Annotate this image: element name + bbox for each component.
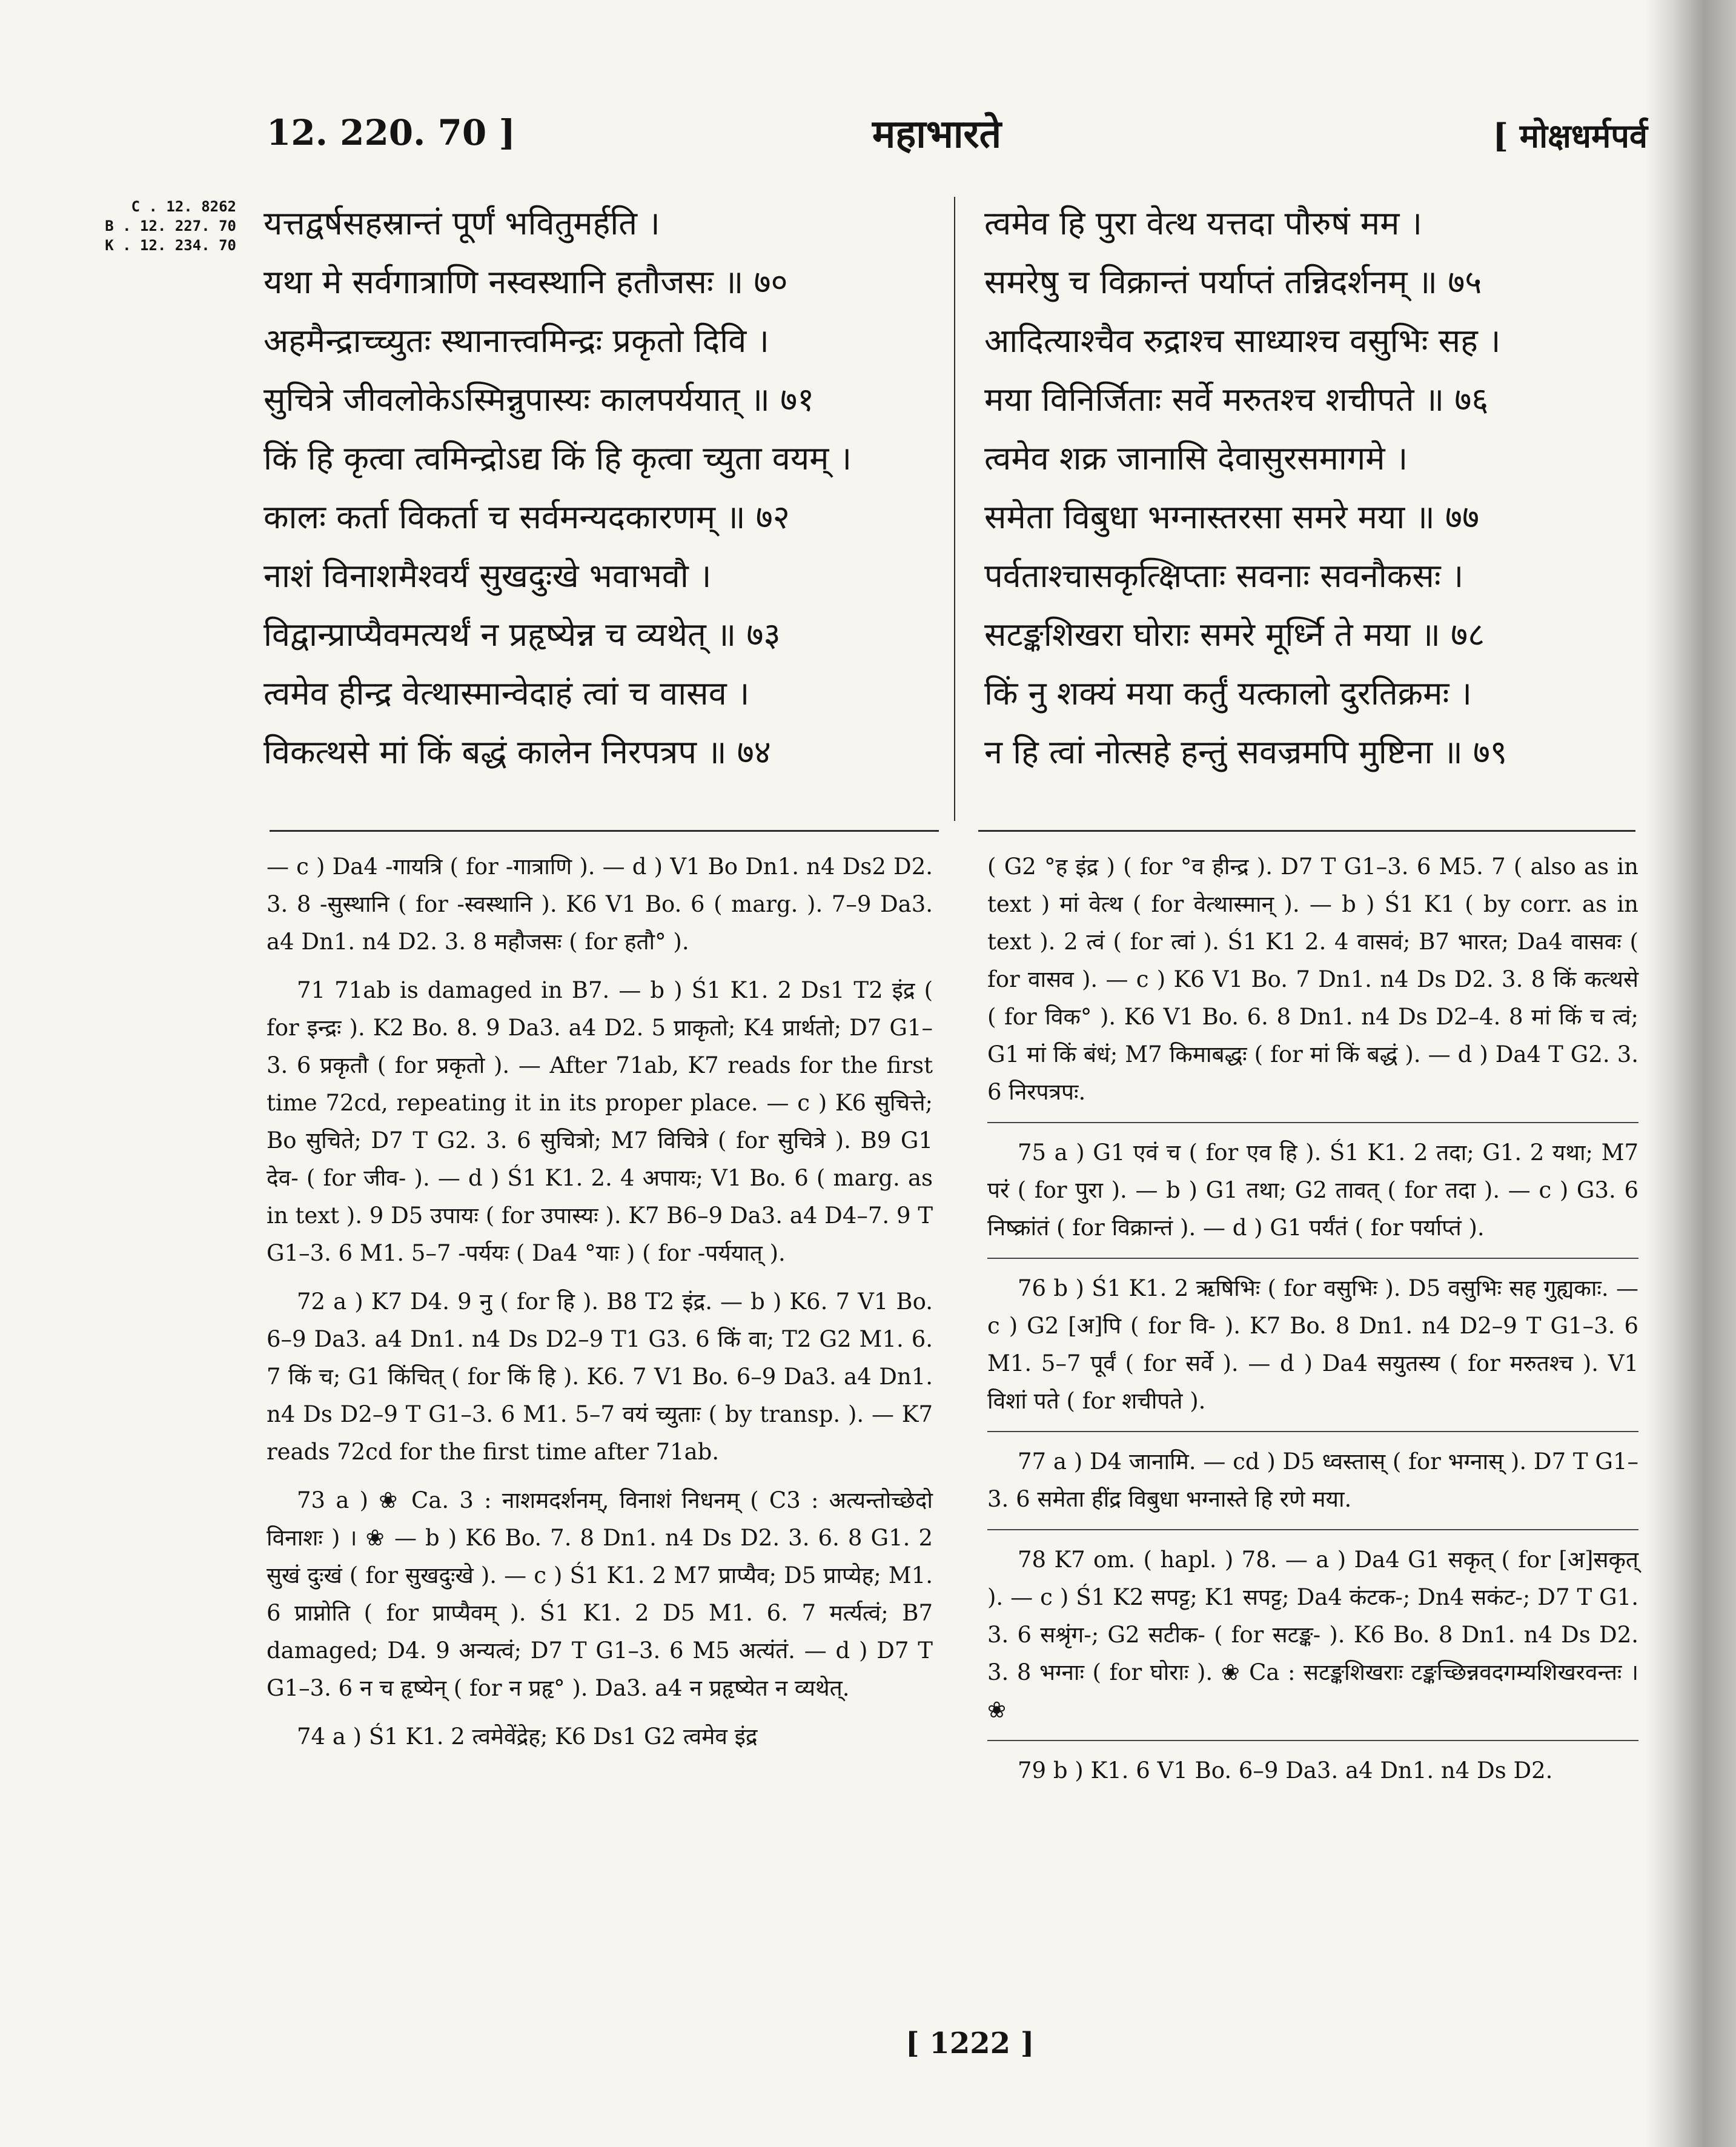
verse-column-right (984, 194, 1651, 781)
notes-column-left (267, 848, 933, 1767)
page-number: [ 1222 ] (906, 2026, 1035, 2060)
verse-line: मया विनिर्जिताः सर्वे मरुतश्च शचीपते ॥ ७६ (984, 380, 1489, 419)
critical-note: 77 a ) D4 जानामि. — cd ) D5 ध्वस्तास् ( for भग्नास् ). D7 T G1–3. 6 समेता हींद्र विबुधा भग्नास्ते हि रणे मया. (987, 1448, 1638, 1512)
verse-line: आदित्याश्चैव रुद्राश्च साध्याश्च वसुभिः सह । (984, 322, 1501, 360)
note-separator (987, 1258, 1638, 1259)
critical-note: — c ) Da4 -गायत्रि ( for -गात्राणि ). — d ) V1 Bo Dn1. n4 Ds2 D2. 3. 8 -सुस्थानि ( for -स्वस्थानि ). K6 V1 Bo. 6 ( marg. ). 7–9 Da3. a4 Dn1. n4 D2. 3. 8 महौजसः ( for हतौ° ). (267, 854, 933, 955)
verse-line: समेता विबुधा भग्नास्तरसा समरे मया ॥ ७७ (984, 498, 1480, 536)
verse-line: सटङ्कशिखरा घोराः समरे मूर्ध्नि ते मया ॥ ७८ (984, 616, 1485, 654)
verse-notes-rule-left (270, 830, 939, 832)
verse-line: किं नु शक्यं मया कर्तुं यत्कालो दुरतिक्रमः । (984, 674, 1472, 712)
critical-note: 71 71ab is damaged in B7. — b ) Ś1 K1. 2 Ds1 T2 इंद्र ( for इन्द्रः ). K2 Bo. 8. 9 Da3. a4 D2. 5 प्राकृतो; K4 प्रार्थतो; D7 G1–3. 6 प्रकृतौ ( for प्रकृतो ). — After 71ab, K7 reads for the first time 72cd, repeating it in its proper place. — c ) K6 सुचित्ते; Bo सुचिते; D7 T G2. 3. 6 सुचित्रो; M7 विचित्रे ( for सुचित्रे ). B9 G1 देव- ( for जीव- ). — d ) Ś1 K1. 2. 4 अपायः; V1 Bo. 6 ( marg. as in text ). 9 D5 उपायः ( for उपास्यः ). K7 B6–9 Da3. a4 D4–7. 9 T G1–3. 6 M1. 5–7 -पर्ययः ( Da4 °याः ) ( for -पर्ययात् ). (267, 977, 933, 1266)
critical-note: 75 a ) G1 एवं च ( for एव हि ). Ś1 K1. 2 तदा; G1. 2 यथा; M7 परं ( for पुरा ). — b ) G1 तथा; G2 तावत् ( for तदा ). — c ) G3. 6 निष्क्रांतं ( for विक्रान्तं ). — d ) G1 पर्यंतं ( for पर्याप्तं ). (987, 1140, 1638, 1241)
verse-line: किं हि कृत्वा त्वमिन्द्रोऽद्य किं हि कृत्वा च्युता वयम् । (263, 439, 852, 477)
page-edge-shadow (1645, 0, 1736, 2147)
verse-notes-rule-right (978, 830, 1635, 832)
concordance-b: B . 12. 227. 70 (105, 217, 236, 234)
concordance-c: C . 12. 8262 (131, 198, 236, 215)
verse-line: यथा मे सर्वगात्राणि नस्वस्थानि हतौजसः ॥ ७० (263, 263, 788, 301)
verse-line: त्वमेव हीन्द्र वेत्थास्मान्वेदाहं त्वां च वासव । (263, 674, 750, 712)
verse-line: नाशं विनाशमैश्वर्यं सुखदुःखे भवाभवौ । (263, 557, 712, 595)
verse-line: न हि त्वां नोत्सहे हन्तुं सवज्रमपि मुष्टिना ॥ ७९ (984, 733, 1508, 771)
note-separator (987, 1740, 1638, 1741)
verse-line: त्वमेव शक्र जानासि देवासुरसमागमे । (984, 439, 1408, 477)
note-separator (987, 1122, 1638, 1123)
critical-note: 78 K7 om. ( hapl. ) 78. — a ) Da4 G1 सकृत् ( for [अ]सकृत् ). — c ) Ś1 K2 सपट्ट; K1 सपट्ट; Da4 कंटक-; Dn4 सकंट-; D7 T G1. 3. 6 सश्रृंग-; G2 सटीक- ( for सटङ्क- ). K6 Bo. 8 Dn1. n4 Ds D2. 3. 8 भग्नाः ( for घोराः ). ❀ Ca : सटङ्कशिखराः टङ्कच्छिन्नवदगम्यशिखरवन्तः । ❀ (987, 1547, 1638, 1723)
critical-note: 79 b ) K1. 6 V1 Bo. 6–9 Da3. a4 Dn1. n4 Ds D2. (1018, 1757, 1553, 1784)
verse-line: त्वमेव हि पुरा वेत्थ यत्तदा पौरुषं मम । (984, 204, 1423, 242)
verse-line: सुचित्रे जीवलोकेऽस्मिन्नुपास्यः कालपर्ययात् ॥ ७१ (263, 380, 815, 419)
verse-line: यत्तद्वर्षसहस्रान्तं पूर्णं भवितुमर्हति । (263, 204, 660, 242)
notes-column-right (987, 848, 1638, 1800)
critical-note: 72 a ) K7 D4. 9 नु ( for हि ). B8 T2 इंद्र. — b ) K6. 7 V1 Bo. 6–9 Da3. a4 Dn1. n4 Ds D2–9 T1 G3. 6 किं वा; T2 G2 M1. 6. 7 किं च; G1 किंचित् ( for किं हि ). K6. 7 V1 Bo. 6–9 Da3. a4 Dn1. n4 Ds D2–9 T G1–3. 6 M1. 5–7 वयं च्युताः ( by transp. ). — K7 reads 72cd for the first time after 71ab. (267, 1289, 933, 1465)
verse-location: 12. 220. 70 ] (267, 112, 515, 153)
note-separator (987, 1431, 1638, 1432)
page-header (267, 106, 1648, 167)
critical-note: ( G2 °ह इंद्र ) ( for °व हीन्द्र ). D7 T G1–3. 6 M5. 7 ( also as in text ) मां वेत्थ ( for वेत्थास्मान् ). — b ) Ś1 K1 ( by corr. as in text ). 2 त्वं ( for त्वां ). Ś1 K1 2. 4 वासवं; B7 भारत; Da4 वासवः ( for वासव ). — c ) K6 V1 Bo. 7 Dn1. n4 Ds D2. 3. 8 किं कत्थसे ( for विक° ). K6 V1 Bo. 6. 8 Dn1. n4 Ds D2–4. 8 मां किं च त्वं; G1 मां किं बंधं; M7 किमाबद्धः ( for मां किं बद्धं ). — d ) Da4 T G2. 3. 6 निरपत्रपः. (987, 854, 1638, 1105)
verse-column-left (263, 194, 936, 781)
book-title: महाभारते (872, 111, 1002, 157)
concordance-references (79, 197, 236, 255)
note-separator (987, 1529, 1638, 1530)
parva-title: [ मोक्षधर्मपर्व (1492, 116, 1648, 155)
critical-note: 73 a ) ❀ Ca. 3 : नाशमदर्शनम्, विनाशं निधनम् ( C3 : अत्यन्तोच्छेदो विनाशः ) । ❀ — b ) K6 Bo. 7. 8 Dn1. n4 Ds D2. 3. 6. 8 G1. 2 सुखं दुःखं ( for सुखदुःखे ). — c ) Ś1 K1. 2 M7 प्राप्यैव; D5 प्राप्येह; M1. 6 प्राप्नोति ( for प्राप्यैवम् ). Ś1 K1. 2 D5 M1. 6. 7 मर्त्यत्वं; B7 damaged; D4. 9 अन्यत्वं; D7 T G1–3. 6 M5 अत्यंतं. — d ) D7 T G1–3. 6 न च हृष्येन् ( for न प्रहृ° ). Da3. a4 न प्रहृष्येत न व्यथेत्. (267, 1487, 933, 1701)
verse-line: पर्वताश्चासकृत्क्षिप्ताः सवनाः सवनौकसः । (984, 557, 1464, 595)
verse-line: कालः कर्ता विकर्ता च सर्वमन्यदकारणम् ॥ ७२ (263, 498, 790, 536)
verse-line: समरेषु च विक्रान्तं पर्याप्तं तन्निदर्शनम् ॥ ७५ (984, 263, 1482, 301)
critical-note: 74 a ) Ś1 K1. 2 त्वमेवेंद्रेह; K6 Ds1 G2 त्वमेव इंद्र (297, 1724, 758, 1750)
column-divider (954, 197, 955, 821)
verse-line: अहमैन्द्राच्च्युतः स्थानात्त्वमिन्द्रः प्रकृतो दिवि । (263, 322, 769, 360)
concordance-k: K . 12. 234. 70 (105, 237, 236, 254)
verse-line: विकत्थसे मां किं बद्धं कालेन निरपत्रप ॥ ७४ (263, 733, 771, 771)
verse-line: विद्वान्प्राप्यैवमत्यर्थं न प्रहृष्येन्न च व्यथेत् ॥ ७३ (263, 616, 781, 654)
critical-note: 76 b ) Ś1 K1. 2 ऋषिभिः ( for वसुभिः ). D5 वसुभिः सह गुह्यकाः. — c ) G2 [अ]पि ( for वि- ). K7 Bo. 8 Dn1. n4 D2–9 T G1–3. 6 M1. 5–7 पूर्वं ( for सर्वे ). — d ) Da4 सयुतस्य ( for मरुतश्च ). V1 विशां पते ( for शचीपते ). (987, 1275, 1638, 1414)
